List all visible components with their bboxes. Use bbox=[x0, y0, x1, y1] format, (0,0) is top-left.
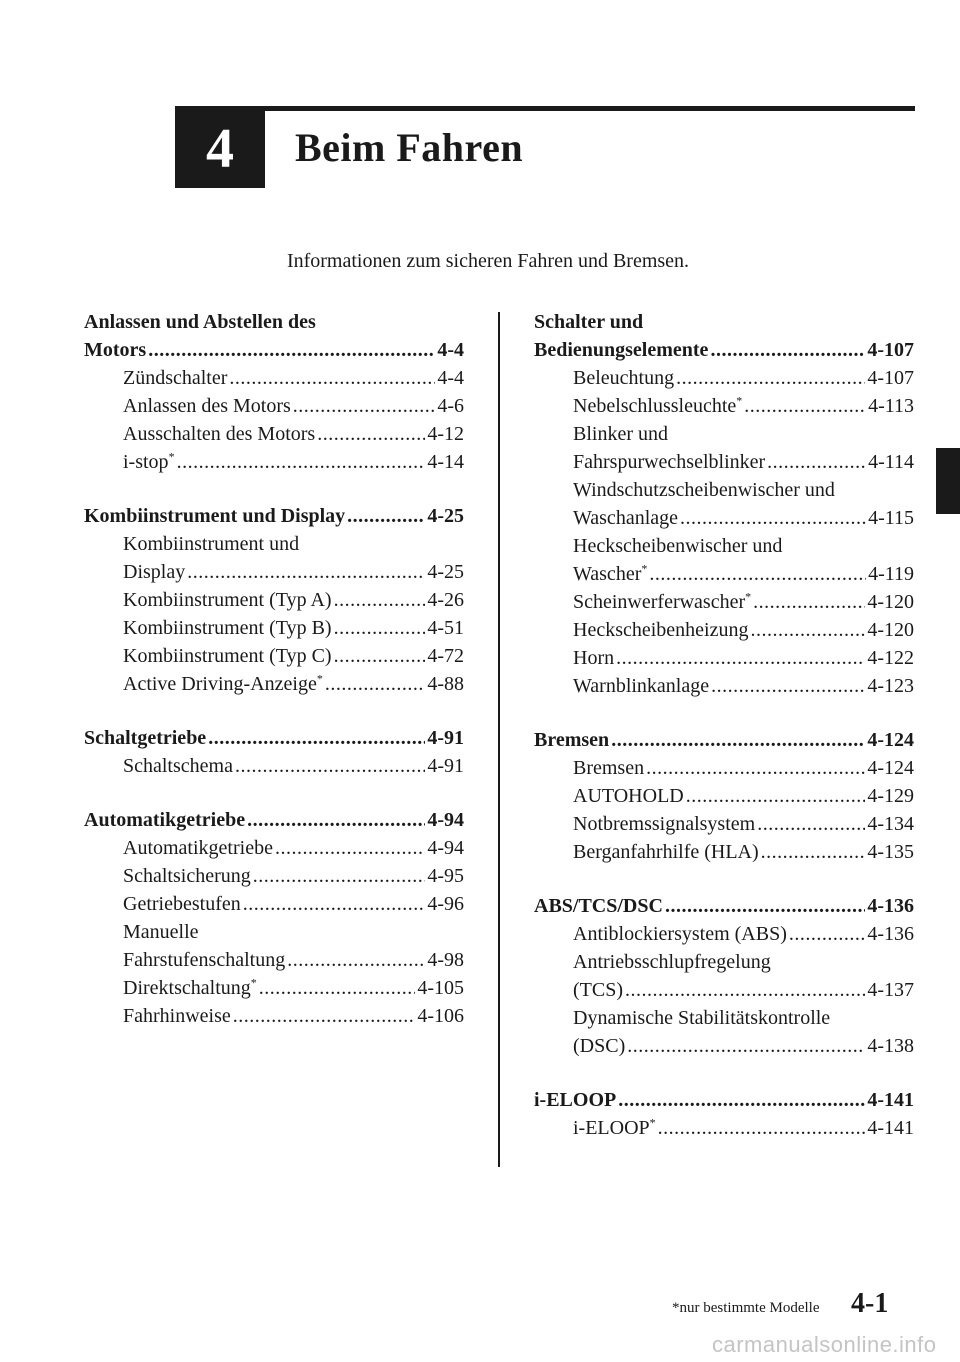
page-ref: 4-105 bbox=[417, 977, 464, 999]
toc-entry[interactable]: Anlassen des Motors ..... 4-6 bbox=[84, 392, 464, 420]
page-ref: 4-51 bbox=[427, 617, 464, 639]
page-ref: 4-141 bbox=[867, 1089, 914, 1111]
toc-entry[interactable]: AUTOHOLD ..... 4-129 bbox=[534, 782, 914, 810]
toc-section-abs-tcs-dsc bbox=[534, 892, 914, 1060]
asterisk-marker: * bbox=[649, 1115, 656, 1130]
page-ref: 4-115 bbox=[868, 507, 914, 529]
toc-section-bremsen bbox=[534, 726, 914, 866]
page-ref: 4-120 bbox=[867, 619, 914, 641]
column-divider bbox=[498, 312, 500, 1167]
toc-entry[interactable]: Schaltsicherung ..... 4-95 bbox=[84, 862, 464, 890]
toc-section-heading-entry[interactable]: Bedienungselemente ..... 4-107 bbox=[534, 336, 914, 364]
toc-entry[interactable]: Berganfahrhilfe (HLA) ..... 4-135 bbox=[534, 838, 914, 866]
toc-right-column bbox=[534, 308, 914, 1168]
page-ref: 4-122 bbox=[867, 647, 914, 669]
toc-entry[interactable]: i-ELOOP* ..... 4-141 bbox=[534, 1114, 914, 1142]
toc-entry[interactable]: Ausschalten des Motors ..... 4-12 bbox=[84, 420, 464, 448]
toc-entry[interactable]: Active Driving-Anzeige* ..... 4-88 bbox=[84, 670, 464, 698]
toc-section-heading-entry[interactable]: Automatikgetriebe ..... 4-94 bbox=[84, 806, 464, 834]
toc-entry[interactable]: Scheinwerferwascher* ..... 4-120 bbox=[534, 588, 914, 616]
toc-section-anlassen bbox=[84, 308, 464, 476]
chapter-number: 4 bbox=[206, 118, 234, 180]
page-ref: 4-113 bbox=[868, 395, 914, 417]
toc-entry[interactable]: Zündschalter ..... 4-4 bbox=[84, 364, 464, 392]
page-ref: 4-88 bbox=[427, 673, 464, 695]
toc-entry[interactable]: Fahrspurwechselblinker ..... 4-114 bbox=[534, 448, 914, 476]
page-ref: 4-98 bbox=[427, 949, 464, 971]
toc-section-heading-entry[interactable]: Kombiinstrument und Display ..... 4-25 bbox=[84, 502, 464, 530]
page-ref: 4-107 bbox=[867, 339, 914, 361]
page-ref: 4-135 bbox=[867, 841, 914, 863]
toc-section-schalter bbox=[534, 308, 914, 700]
page-ref: 4-129 bbox=[867, 785, 914, 807]
toc-section-heading-entry[interactable]: Schaltgetriebe ..... 4-91 bbox=[84, 724, 464, 752]
page-ref: 4-96 bbox=[427, 893, 464, 915]
toc-entry[interactable]: Warnblinkanlage ..... 4-123 bbox=[534, 672, 914, 700]
page-ref: 4-123 bbox=[867, 675, 914, 697]
page-ref: 4-25 bbox=[427, 561, 464, 583]
page-ref: 4-25 bbox=[427, 505, 464, 527]
toc-entry-line1[interactable]: Heckscheibenwischer und bbox=[573, 535, 783, 557]
watermark: carmanualsonline.info bbox=[712, 1332, 937, 1357]
asterisk-marker: * bbox=[316, 671, 323, 686]
toc-section-schaltgetriebe bbox=[84, 724, 464, 780]
toc-entry-line1[interactable]: Manuelle bbox=[123, 921, 199, 943]
page-ref: 4-4 bbox=[437, 339, 464, 361]
chapter-thumb-tab bbox=[936, 448, 960, 514]
toc-entry[interactable]: Wascher* ..... 4-119 bbox=[534, 560, 914, 588]
page-ref: 4-94 bbox=[427, 809, 464, 831]
chapter-title: Beim Fahren bbox=[295, 125, 524, 170]
toc-section-heading[interactable]: Anlassen und Abstellen des bbox=[84, 311, 316, 333]
toc-entry[interactable]: Kombiinstrument (Typ C) ..... 4-72 bbox=[84, 642, 464, 670]
toc-entry[interactable]: Bremsen ..... 4-124 bbox=[534, 754, 914, 782]
page-ref: 4-120 bbox=[867, 591, 914, 613]
footnote: *nur bestimmte Modelle bbox=[672, 1300, 820, 1316]
toc-entry[interactable]: Heckscheibenheizung ..... 4-120 bbox=[534, 616, 914, 644]
page-ref: 4-26 bbox=[427, 589, 464, 611]
toc-entry[interactable]: Direktschaltung* ..... 4-105 bbox=[84, 974, 464, 1002]
toc-entry[interactable]: Fahrhinweise ..... 4-106 bbox=[84, 1002, 464, 1030]
page-ref: 4-91 bbox=[427, 755, 464, 777]
asterisk-marker: * bbox=[168, 449, 175, 464]
toc-entry[interactable]: Kombiinstrument (Typ B) ..... 4-51 bbox=[84, 614, 464, 642]
toc-entry[interactable]: Antiblockiersystem (ABS) ..... 4-136 bbox=[534, 920, 914, 948]
toc-entry[interactable]: (DSC) ..... 4-138 bbox=[534, 1032, 914, 1060]
page-ref: 4-107 bbox=[867, 367, 914, 389]
toc-entry[interactable]: Kombiinstrument (Typ A) ..... 4-26 bbox=[84, 586, 464, 614]
toc-section-kombiinstrument bbox=[84, 502, 464, 698]
toc-entry[interactable]: Fahrstufenschaltung ..... 4-98 bbox=[84, 946, 464, 974]
toc-section-heading-entry[interactable]: Motors ..... 4-4 bbox=[84, 336, 464, 364]
chapter-number-box bbox=[175, 110, 265, 188]
toc-entry[interactable]: Display ..... 4-25 bbox=[84, 558, 464, 586]
page-number: 4-1 bbox=[851, 1288, 889, 1319]
page-ref: 4-137 bbox=[867, 979, 914, 1001]
toc-section-heading-entry[interactable]: Bremsen ..... 4-124 bbox=[534, 726, 914, 754]
page-ref: 4-136 bbox=[867, 923, 914, 945]
chapter-header-rule bbox=[175, 106, 915, 111]
toc-entry[interactable]: Schaltschema ..... 4-91 bbox=[84, 752, 464, 780]
asterisk-marker: * bbox=[250, 975, 257, 990]
asterisk-marker: * bbox=[745, 589, 752, 604]
page-ref: 4-72 bbox=[427, 645, 464, 667]
page-ref: 4-91 bbox=[427, 727, 464, 749]
toc-entry[interactable]: Getriebestufen ..... 4-96 bbox=[84, 890, 464, 918]
toc-entry[interactable]: Horn ..... 4-122 bbox=[534, 644, 914, 672]
toc-entry-line1[interactable]: Dynamische Stabilitätskontrolle bbox=[573, 1007, 831, 1029]
toc-entry[interactable]: Beleuchtung ..... 4-107 bbox=[534, 364, 914, 392]
toc-entry-line1[interactable]: Blinker und bbox=[573, 423, 668, 445]
toc-entry[interactable]: Nebelschlussleuchte* ..... 4-113 bbox=[534, 392, 914, 420]
asterisk-marker: * bbox=[641, 561, 648, 576]
toc-entry[interactable]: (TCS) ..... 4-137 bbox=[534, 976, 914, 1004]
page-ref: 4-124 bbox=[867, 757, 914, 779]
toc-entry-line1[interactable]: Kombiinstrument und bbox=[123, 533, 300, 555]
page-ref: 4-12 bbox=[427, 423, 464, 445]
toc-section-i-eloop bbox=[534, 1086, 914, 1142]
toc-section-automatikgetriebe bbox=[84, 806, 464, 1030]
toc-entry[interactable]: i-stop* ..... 4-14 bbox=[84, 448, 464, 476]
toc-entry[interactable]: Notbremssignalsystem ..... 4-134 bbox=[534, 810, 914, 838]
chapter-intro: Informationen zum sicheren Fahren und Bremsen. bbox=[286, 250, 690, 272]
page-ref: 4-124 bbox=[867, 729, 914, 751]
page-ref: 4-136 bbox=[867, 895, 914, 917]
page-ref: 4-106 bbox=[417, 1005, 464, 1027]
toc-entry[interactable]: Automatikgetriebe ..... 4-94 bbox=[84, 834, 464, 862]
page-ref: 4-141 bbox=[867, 1117, 914, 1139]
asterisk-marker: * bbox=[736, 393, 743, 408]
page-ref: 4-14 bbox=[427, 451, 464, 473]
page-ref: 4-114 bbox=[868, 451, 914, 473]
page-ref: 4-94 bbox=[427, 837, 464, 859]
toc-section-heading-entry[interactable]: ABS/TCS/DSC ..... 4-136 bbox=[534, 892, 914, 920]
toc-left-column bbox=[84, 308, 464, 1056]
toc-entry-line1[interactable]: Windschutzscheibenwischer und bbox=[573, 479, 835, 501]
toc-section-heading[interactable]: Schalter und bbox=[534, 311, 644, 333]
page-ref: 4-4 bbox=[437, 367, 464, 389]
page-ref: 4-138 bbox=[867, 1035, 914, 1057]
page-ref: 4-119 bbox=[868, 563, 914, 585]
toc-entry[interactable]: Waschanlage ..... 4-115 bbox=[534, 504, 914, 532]
page-ref: 4-134 bbox=[867, 813, 914, 835]
toc-section-heading-entry[interactable]: i-ELOOP ..... 4-141 bbox=[534, 1086, 914, 1114]
page-ref: 4-6 bbox=[437, 395, 464, 417]
page-ref: 4-95 bbox=[427, 865, 464, 887]
toc-entry-line1[interactable]: Antriebsschlupfregelung bbox=[573, 951, 771, 973]
